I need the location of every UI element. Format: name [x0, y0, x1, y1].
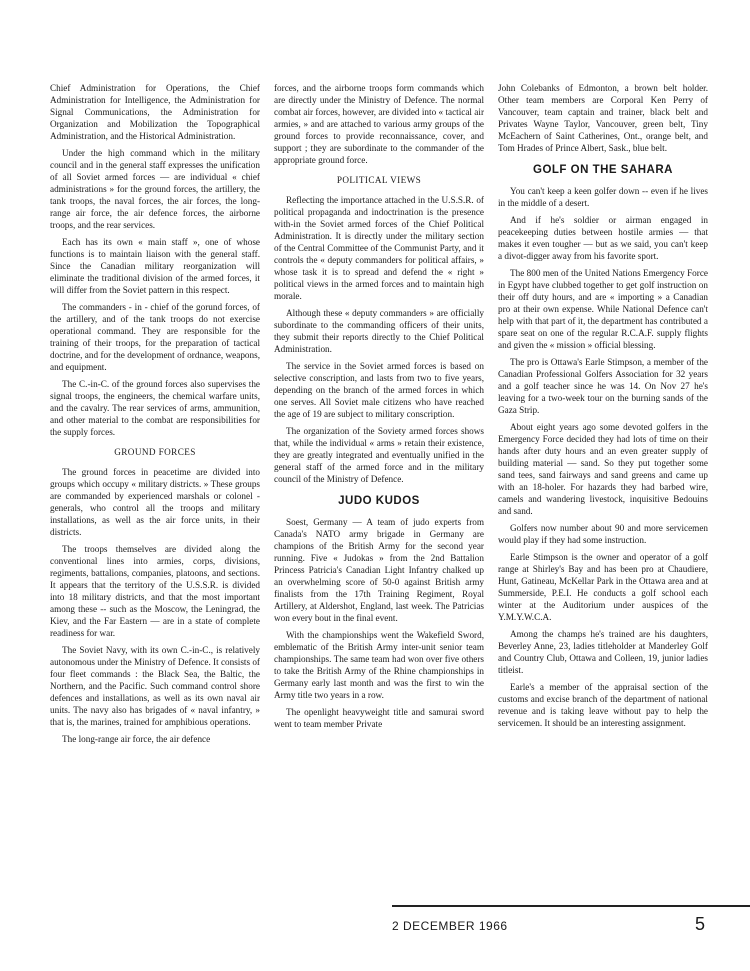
paragraph: Earle Stimpson is the owner and operator of a golf range at Shirley's Bay and has been pro at Chaudiere, Hunt, Gatineau, McKellar Park in the Ottawa area and at Summerside, P.E.I. He conducts a golf school each winter at the Auditorium under auspices of the Y.M.Y.W.C.A.: [498, 552, 708, 622]
paragraph: Each has its own « main staff », one of whose functions is to maintain liaison with the general staff. Since the Canadian military reorganization will eliminate the traditional division of the armed forces, it will differ from the Soviet pattern in this respect.: [50, 237, 260, 295]
paragraph: About eight years ago some devoted golfers in the Emergency Force decided they had lots of time on their hands after duty hours and an even greater supply of building material — sand. So they put together some sand tees, sand fairways and sand greens and came up with an 18-holer. For hazards they had barbed wire, camels and wandering livestock, inquisitive Bedouins and sand.: [498, 422, 708, 516]
article-heading-judo-kudos: JUDO KUDOS: [338, 495, 420, 507]
paragraph: The pro is Ottawa's Earle Stimpson, a member of the Canadian Professional Golfers Association for 32 years and a golf teacher since he was 14. On Nov 27 he's leaving for a two-week tour on the burning sands of the Gaza Strip.: [498, 357, 708, 415]
section-heading-political-views: POLITICAL VIEWS: [336, 175, 422, 185]
left-column: [50, 82, 260, 750]
paragraph: Golfers now number about 90 and more servicemen would play if they had some instruction.: [498, 523, 708, 545]
footer-date: 2 DECEMBER 1966: [392, 919, 508, 933]
paragraph: The openlight heavyweight title and samurai sword went to team member Private: [274, 707, 484, 729]
paragraph: Although these « deputy commanders » are officially subordinate to the commanding officers of their units, they submit their reports directly to the Chief Political Administration.: [274, 308, 484, 354]
article-heading-golf-on-the-sahara: GOLF ON THE SAHARA: [533, 164, 673, 176]
section-heading-ground-forces: GROUND FORCES: [114, 447, 196, 457]
paragraph: The organization of the Soviety armed forces shows that, while the individual « arms » retain their existence, they are greatly integrated and eventually unified in the general staff of the armed force and in the military council of the Ministry of Defence.: [274, 426, 484, 484]
paragraph: With the championships went the Wakefield Sword, emblematic of the British Army inter-unit senior team championships. The same team had won over five others to take the British Army of the Rhine championships in Germany early last month and was the first to win the Army title two years in a row.: [274, 630, 484, 700]
right-column: [498, 82, 708, 734]
paragraph: Among the champs he's trained are his daughters, Beverley Anne, 23, ladies titleholder at Manderley Golf and Country Club, Ottawa and Colleen, 19, junior ladies titleist.: [498, 629, 708, 675]
paragraph: The service in the Soviet armed forces is based on selective conscription, and lasts from two to five years, depending on the branch of the armed forces in which one serves. All Soviet male citizens who have reached the age of 19 are subject to military conscription.: [274, 361, 484, 419]
paragraph: And if he's soldier or airman engaged in peacekeeping duties between hostile armies — that makes it even tougher — but as we said, you can't keep a divot-digger away from his favorite sport.: [498, 215, 708, 261]
paragraph: The 800 men of the United Nations Emergency Force in Egypt have clubbed together to get golf instruction on their off duty hours, and are « importing » a Canadian pro at their own expense. While National Defence can't help with that part of it, the department has contributed a spare seat on one of the regular R.C.A.F. supply flights and given the « mission » official blessing.: [498, 268, 708, 350]
paragraph: John Colebanks of Edmonton, a brown belt holder. Other team members are Corporal Ken Perry of Vancouver, team captain and trainer, black belt and Privates Wayne Taylor, Vancouver, green belt, Tiny McEachern of Saint Catherines, Ont., orange belt, and Tom Hrades of Prince Albert, Sask., blue belt.: [498, 83, 708, 153]
footer-rule: [392, 905, 750, 907]
paragraph: The Soviet Navy, with its own C.-in-C., is relatively autonomous under the Ministry of Defence. It consists of four fleet commands : the Black Sea, the Baltic, the Northern, and the Pacific. Such command control shore defences and installations, as well as its own naval air units. The navy also has brigades of « naval infantry, » that is, the marines, trained for amphibious operations.: [50, 645, 260, 727]
paragraph: Earle's a member of the appraisal section of the customs and excise branch of the department of national revenue and is taking leave without pay to help the servicemen. It should be an interesting assignment.: [498, 682, 708, 728]
paragraph: Under the high command which in the military council and in the general staff expresses the unification of all Soviet armed forces — are individual « chief administrations » for the ground forces, the artillery, the tank troops, the naval forces, the air forces, the long- range air force, the air defence forces, the airborne troops, and the rear services.: [50, 148, 260, 230]
paragraph: The C.-in-C. of the ground forces also supervises the signal troops, the engineers, the chemical warfare units, and the cavalry. The rear services of arms, ammunition, and other material to the combat are responsibilities for the supply forces.: [50, 379, 260, 437]
paragraph: Reflecting the importance attached in the U.S.S.R. of political propaganda and indoctrination is the presence with-in the Soviet armed forces of the Chief Political Administration. It is directly under the military section of the Central Committee of the Communist Party, and it controls the « deputy commanders for political affairs, » whose task it is to spread and defend the « right » political views in the armed forces and to maintain high morale.: [274, 195, 484, 301]
paragraph: The ground forces in peacetime are divided into groups which occupy « military districts. » These groups are commanded by experienced marshals or colonel - generals, who control all the troops and military installations, as well as the air force units, in their districts.: [50, 467, 260, 537]
middle-column: [274, 82, 484, 735]
paragraph: forces, and the airborne troops form commands which are directly under the Ministry of Defence. The normal combat air forces, however, are divided into « tactical air armies, » and are attached to various army groups of the ground forces to provide reconnaissance, cover, and support ; they are subordinate to the commander of the appropriate ground force.: [274, 83, 484, 165]
page-number: 5: [695, 914, 706, 934]
paragraph: The commanders - in - chief of the gorund forces, of the artillery, and of the tank troops do not exercise operational command. They are responsible for the training of their troops, for the preparation of tactical doctrine, and for the development of ordnance, weapons, and equipment.: [50, 302, 260, 372]
paragraph: The troops themselves are divided along the conventional lines into armies, corps, divisions, regiments, battalions, companies, platoons, and sections. It appears that the territory of the U.S.S.R. is divided into 18 military districts, and that the most important among these -- such as the Moscow, the Leningrad, the Kiev, and the Far Eastern — are in a state of complete readiness for war.: [50, 544, 260, 638]
paragraph: You can't keep a keen golfer down -- even if he lives in the middle of a desert.: [498, 186, 708, 208]
paragraph: The long-range air force, the air defence: [62, 734, 211, 744]
paragraph: Chief Administration for Operations, the Chief Administration for Intelligence, the Administration for Signal Communications, the Administration for Organization and Mobilization the Topographical Administration, and the Historical Administration.: [50, 83, 260, 141]
paragraph: Soest, Germany — A team of judo experts from Canada's NATO army brigade in Germany are champions of the British Army for the second year running. Five « Judokas » from the 2nd Battalion Princess Patricia's Canadian Light Infantry chalked up an overwhelming score of 50-0 against British army finalists from the 17th Training Regiment, Royal Artillery, at Aldershot, England, last week. The Patricias won every bout in the final event.: [274, 517, 484, 623]
